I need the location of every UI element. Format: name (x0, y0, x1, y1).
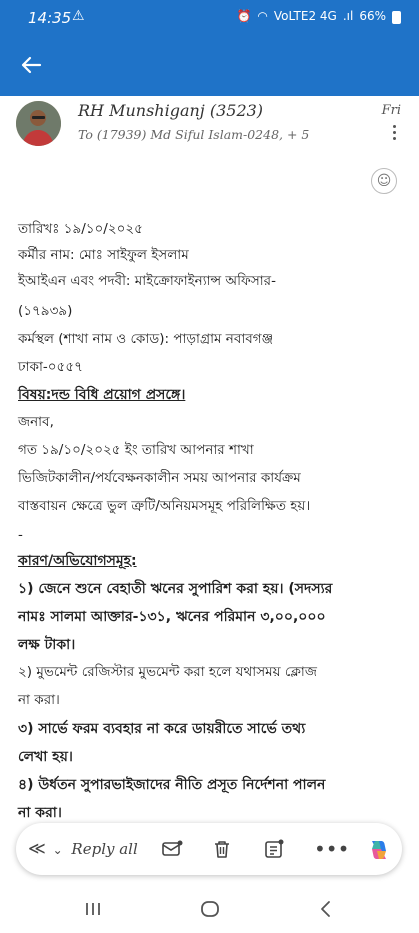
back-arrow-icon[interactable] (16, 50, 46, 80)
status-indicators (236, 9, 401, 23)
system-nav-bar (0, 885, 419, 933)
trash-icon[interactable] (208, 837, 236, 861)
body-line-ein-code: (১৭৯৩৯) (18, 303, 73, 319)
body-line-workplace: কর্মস্থল (শাখা নাম ও কোড): পাড়াগ্রাম নবাবগঞ্জ (18, 331, 274, 347)
more-vertical-icon[interactable] (390, 125, 398, 145)
body-line-subject: বিষয়:দন্ড বিধি প্রয়োগ প্রসঙ্গে। (18, 387, 186, 403)
task-icon[interactable] (260, 837, 288, 861)
sender-avatar[interactable] (16, 101, 61, 146)
body-line-ein-designation: ইআইএন এবং পদবী: মাইক্রোফাইন্যান্স অফিসার- (18, 273, 276, 289)
body-line-reason-2a: ২) মুভমেন্ট রেজিস্টার মুভমেন্ট করা হলে যথাসময় ক্লোজ (18, 664, 317, 680)
status-time: 14:35 (28, 9, 72, 27)
body-line-reasons-heading: কারণ/অভিযোগসমূহ: (18, 553, 137, 569)
body-line-reason-3a: ৩) সার্ভে ফরম ব্যবহার না করে ডায়রীতে সার্ভে তথ্য (18, 721, 306, 737)
chevron-down-icon[interactable]: ⌄ (52, 843, 63, 857)
body-line-reason-1c: লক্ষ টাকা। (18, 637, 76, 653)
emoji-reaction-icon[interactable]: ☺ (371, 168, 397, 194)
network-label: VoLTE2 4G (273, 9, 337, 23)
warning-icon: ⚠ (72, 8, 85, 24)
body-line-reason-1b: নামঃ সালমা আক্তার-১৩১, ঋনের পরিমান ৩,০০,০০০ (18, 609, 326, 625)
home-icon[interactable] (198, 897, 222, 921)
body-line-salutation: জনাব, (18, 414, 54, 430)
battery-icon (392, 11, 401, 24)
body-line-workplace-code: ঢাকা-০৫৫৭ (18, 359, 83, 375)
battery-percent: 66% (359, 9, 386, 23)
app-bar (0, 0, 419, 96)
message-date: Fri (381, 103, 401, 118)
body-line-para-3: বাস্তবায়ন ক্ষেত্রে ভুল ত্রুটি/অনিয়মসমূহ পরিলিক্ষিত হয়। (18, 498, 311, 514)
mark-unread-icon[interactable] (158, 837, 186, 861)
reply-all-label: Reply all (71, 840, 138, 858)
copilot-icon[interactable] (366, 837, 392, 861)
status-bar (0, 0, 419, 36)
message-action-bar (16, 823, 402, 875)
back-nav-icon[interactable] (314, 897, 338, 921)
more-horizontal-icon[interactable]: ••• (314, 837, 350, 861)
body-line-reason-4b: না করা। (18, 805, 62, 821)
body-line-date: তারিখঃ ১৯/১০/২০২৫ (18, 221, 143, 237)
body-line-reason-2b: না করা। (18, 692, 60, 708)
alarm-icon: ⏰ (236, 9, 252, 23)
body-line-para-1: গত ১৯/১০/২০২৫ ইং তারিখ আপনার শাখা (18, 442, 254, 458)
reply-all-icon: ≪ (28, 839, 46, 859)
body-line-para-2: ভিজিটকালীন/পর্যবেক্ষনকালীন সময় আপনার কার্যক্রম (18, 470, 301, 486)
sender-name[interactable]: RH Munshiganj (3523) (78, 101, 264, 120)
body-line-employee-name: কর্মীর নাম: মোঃ সাইফুল ইসলাম (18, 247, 189, 263)
wifi-icon: ◠ (257, 9, 268, 23)
signal-icon: .ıl (342, 9, 354, 23)
reply-all-button[interactable] (28, 837, 138, 861)
recipients[interactable]: To (17939) Md Siful Islam-0248, + 5 (78, 127, 310, 142)
body-line-reason-4a: ৪) উর্ধতন সুপারভাইজাদের নীতি প্রসূত নির্দেশনা পালন (18, 777, 326, 793)
body-line-reason-3b: লেখা হয়। (18, 749, 73, 765)
body-line-reason-1a: ১) জেনে শুনে বেহাতী ঋনের সুপারিশ করা হয়। (সদস্যর (18, 581, 333, 597)
recent-apps-icon[interactable] (81, 897, 105, 921)
body-line-dash: - (18, 527, 23, 543)
